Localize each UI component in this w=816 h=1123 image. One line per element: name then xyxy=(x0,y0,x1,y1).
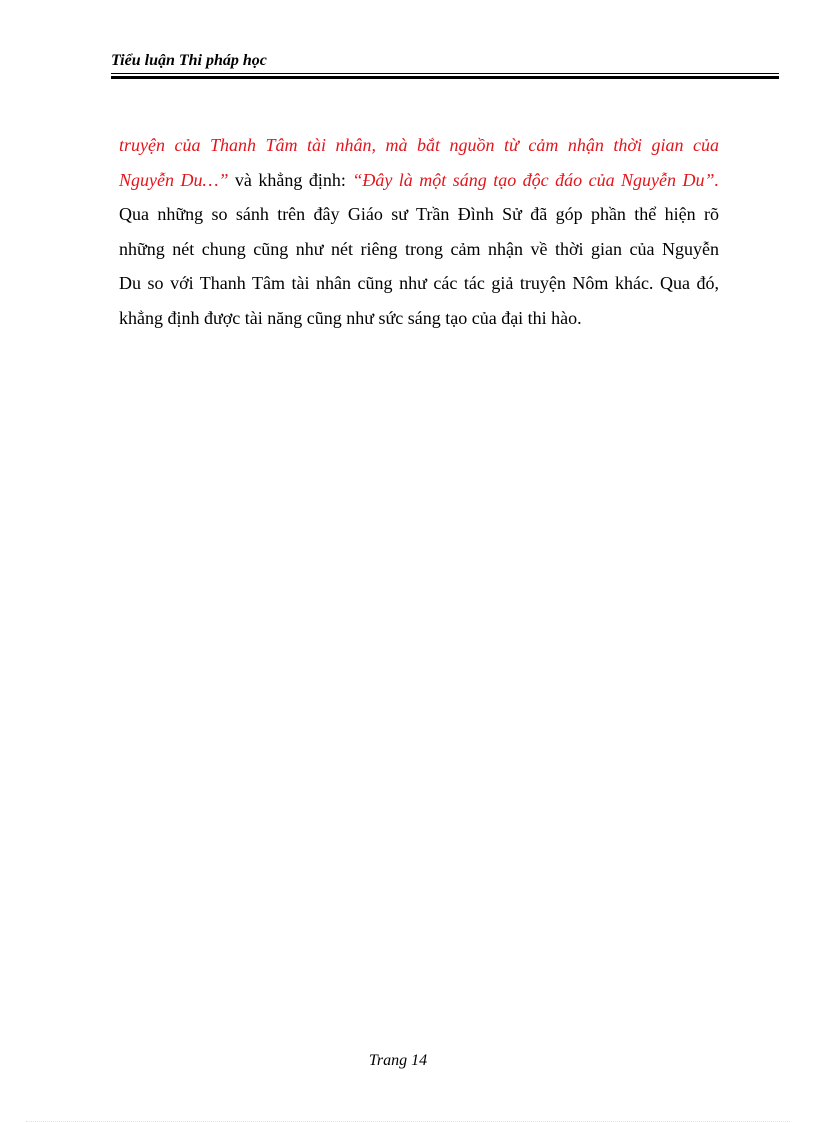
connector-text: và khẳng định: xyxy=(228,169,353,190)
header-title: Tiểu luận Thi pháp học xyxy=(111,52,267,69)
text-line-4: những nét chung cũng như nét riêng trong cảm nhận về thời gian của Nguyễn xyxy=(119,238,719,259)
quote-claim: “Đây là một sáng tạo độc đáo của Nguyễn Du”. xyxy=(352,169,720,190)
header-rule-thick xyxy=(111,76,779,79)
text-line-2 xyxy=(119,163,719,198)
header-rule-thin xyxy=(111,73,779,74)
quote-ending: Nguyễn Du…” xyxy=(119,169,229,190)
page-bottom-edge xyxy=(26,1121,790,1122)
text-line-6: khẳng định được tài năng cũng như sức sáng tạo của đại thi hào. xyxy=(119,307,582,328)
text-line-5: Du so với Thanh Tâm tài nhân cũng như các tác giả truyện Nôm khác. Qua đó, xyxy=(119,273,719,294)
text-line-3: Qua những so sánh trên đây Giáo sư Trần Đình Sử đã góp phần thể hiện rõ xyxy=(119,204,719,225)
page-number: Trang 14 xyxy=(368,1052,428,1069)
text-line-1: truyện của Thanh Tâm tài nhân, mà bắt nguồn từ cảm nhận thời gian của xyxy=(119,135,719,155)
body-paragraph xyxy=(119,128,719,336)
